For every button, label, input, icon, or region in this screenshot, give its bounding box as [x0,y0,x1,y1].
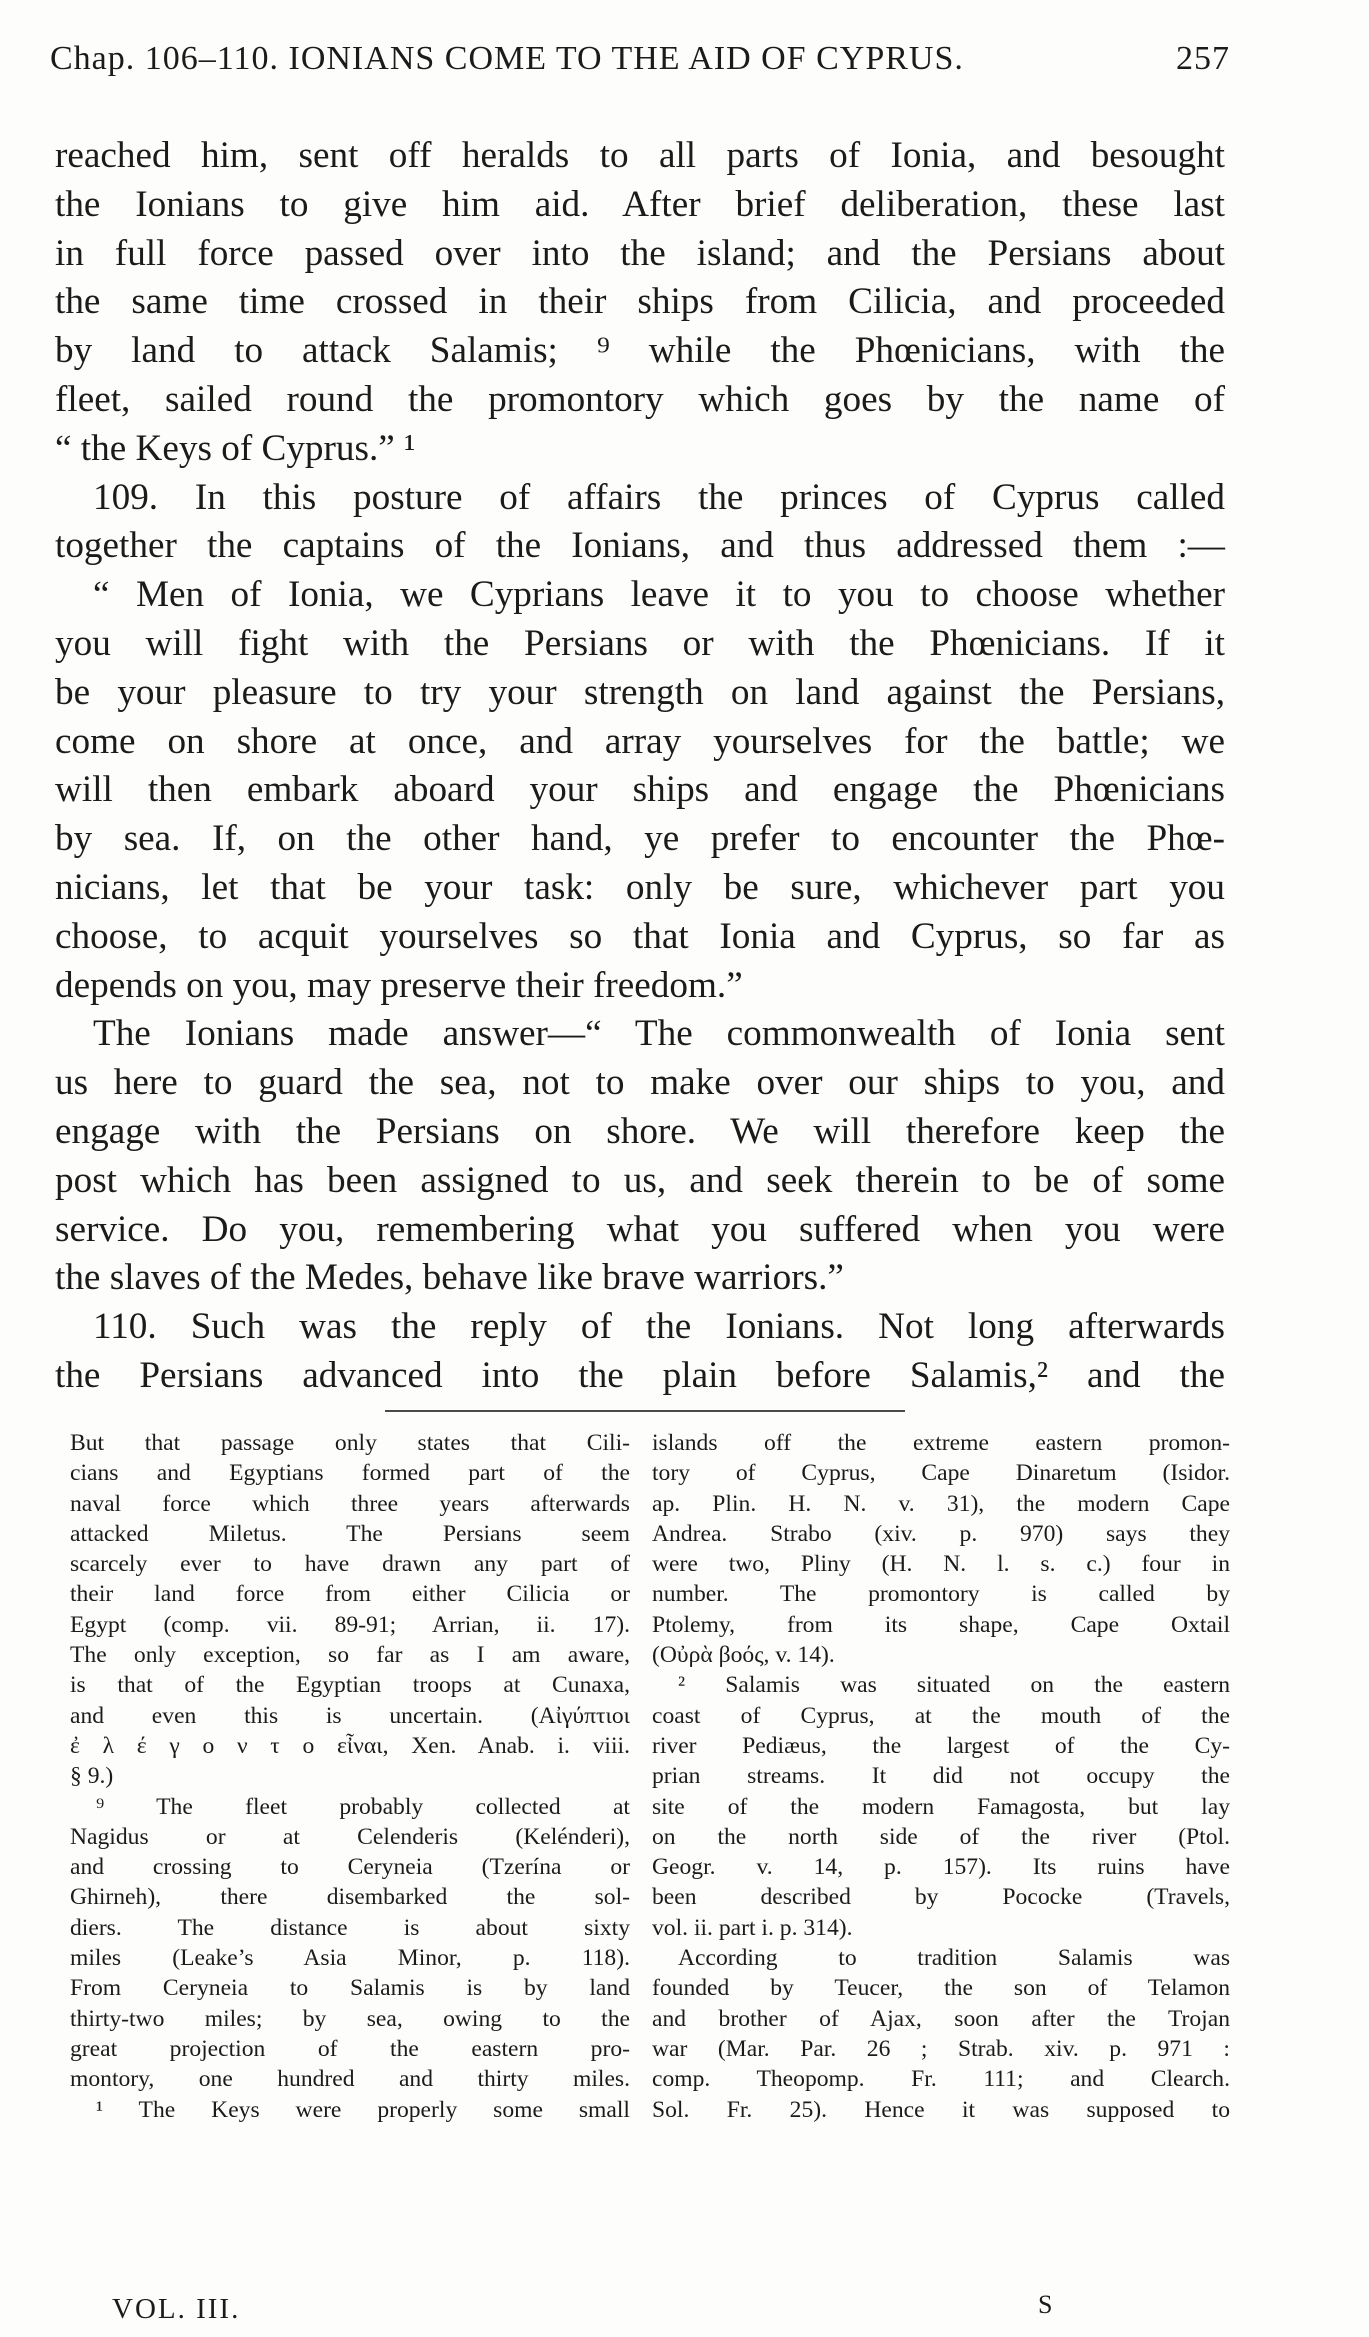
footnote-line: cians and Egyptians formed part of the [70,1460,630,1487]
text-line: the Ionians to give him aid. After brief deliberation, these last [55,183,1225,225]
footnote-line: and even this is uncertain. (Αἰγύπτιοι [70,1702,630,1729]
text-line: “ the Keys of Cyprus.” ¹ [55,427,416,469]
text-line: engage with the Persians on shore. We will therefore keep the [55,1110,1225,1152]
footnote-line: Ghirneh), there disembarked the sol- [70,1884,630,1911]
footnote-line: were two, Pliny (H. N. l. s. c.) four in [652,1551,1230,1578]
text-line: nicians, let that be your task: only be sure, whichever part you [55,866,1225,908]
footnote-9-start: ⁹ The fleet probably collected at [96,1793,630,1820]
footnote-line: scarcely ever to have drawn any part of [70,1551,630,1578]
page-header [50,40,1230,96]
main-text [55,132,1225,1401]
footnote-line: been described by Pococke (Travels, [652,1884,1230,1911]
footnote-line: Egypt (comp. vii. 89-91; Arrian, ii. 17). [70,1611,630,1638]
signature-mark: S [1038,2290,1053,2319]
footnote-line: and crossing to Ceryneia (Tzerína or [70,1854,630,1881]
footnote-2-start: ² Salamis was situated on the eastern [678,1672,1230,1699]
footnote-line: founded by Teucer, the son of Telamon [652,1975,1230,2002]
text-line: come on shore at once, and array yourselves for the battle; we [55,720,1225,762]
page-number: 257 [1176,40,1230,77]
footnote-line: river Pediæus, the largest of the Cy- [652,1732,1230,1759]
footnote-line: But that passage only states that Cili- [70,1430,630,1456]
footnote-line: is that of the Egyptian troops at Cunaxa, [70,1672,630,1699]
footnote-line: site of the modern Famagosta, but lay [652,1793,1230,1820]
text-line: by land to attack Salamis; ⁹ while the Phœnicians, with the [55,330,1225,372]
running-head: Chap. 106–110. IONIANS COME TO THE AID OF CYPRUS. [50,40,964,77]
footnote-line: Ptolemy, from its shape, Cape Oxtail [652,1611,1230,1638]
footnote-line: The only exception, so far as I am aware, [70,1642,630,1669]
footnote-line: Andrea. Strabo (xiv. p. 970) says they [652,1520,1230,1547]
footnote-line: ἐ λ έ γ ο ν τ ο εἶναι, Xen. Anab. i. viii. [70,1732,630,1759]
footnote-line: prian streams. It did not occupy the [652,1763,1230,1790]
footnote-line: From Ceryneia to Salamis is by land [70,1975,630,2002]
text-line: service. Do you, remembering what you suffered when you were [55,1208,1225,1250]
text-line: post which has been assigned to us, and seek therein to be of some [55,1159,1225,1201]
footnote-line: comp. Theopomp. Fr. 111; and Clearch. [652,2066,1230,2093]
text-line: by sea. If, on the other hand, ye prefer to encounter the Phœ- [55,818,1225,860]
footnotes-left-column [70,1428,630,2125]
text-line: will then embark aboard your ships and engage the Phœnicians [55,769,1225,811]
section-110-start: 110. Such was the reply of the Ionians. Not long afterwards [93,1306,1225,1348]
footnote-line: attacked Miletus. The Persians seem [70,1520,630,1547]
footnotes-right-column [652,1428,1230,2125]
text-line: you will fight with the Persians or with the Phœnicians. If it [55,622,1225,664]
footnote-line: number. The promontory is called by [652,1581,1230,1608]
footnote-line: ap. Plin. H. N. v. 31), the modern Cape [652,1490,1230,1517]
footnote-line: war (Mar. Par. 26 ; Strab. xiv. p. 971 : [652,2035,1230,2062]
text-line: choose, to acquit yourselves so that Ionia and Cyprus, so far as [55,915,1225,957]
footnote-line: coast of Cyprus, at the mouth of the [652,1702,1230,1729]
footnote-line: § 9.) [70,1763,114,1790]
footnote-line: islands off the extreme eastern promon- [652,1430,1230,1456]
footnote-line: miles (Leake’s Asia Minor, p. 118). [70,1945,630,1972]
text-line: depends on you, may preserve their freedom.” [55,964,743,1006]
text-line: us here to guard the sea, not to make over our ships to you, and [55,1062,1225,1104]
text-line: together the captains of the Ionians, and thus addressed them :— [55,525,1225,567]
footnote-line: Sol. Fr. 25). Hence it was supposed to [652,2096,1230,2123]
footnote-line: and brother of Ajax, soon after the Trojan [652,2005,1230,2032]
footnote-line: diers. The distance is about sixty [70,1914,630,1941]
footnote-line: great projection of the eastern pro- [70,2035,630,2062]
text-line: “ Men of Ionia, we Cyprians leave it to you to choose whether [93,574,1225,616]
text-line: The Ionians made answer—“ The commonwealth of Ionia sent [93,1013,1225,1055]
footnote-line: thirty-two miles; by sea, owing to the [70,2005,630,2032]
text-line: fleet, sailed round the promontory which goes by the name of [55,378,1225,420]
footnote-divider [385,1410,905,1412]
footnote-line: tory of Cyprus, Cape Dinaretum (Isidor. [652,1460,1230,1487]
text-line: the Persians advanced into the plain before Salamis,² and the [55,1354,1225,1396]
text-line: reached him, sent off heralds to all parts of Ionia, and besought [55,135,1225,176]
section-109-start: 109. In this posture of affairs the princes of Cyprus called [93,476,1225,518]
footnote-line: Nagidus or at Celenderis (Kelénderi), [70,1823,630,1850]
text-line: in full force passed over into the island; and the Persians about [55,232,1225,274]
footnote-line: montory, one hundred and thirty miles. [70,2066,630,2093]
footnote-line: naval force which three years afterwards [70,1490,630,1517]
volume-label: VOL. III. [112,2293,241,2325]
footnote-line: their land force from either Cilicia or [70,1581,630,1608]
footnote-1-start: ¹ The Keys were properly some small [96,2096,630,2123]
text-line: be your pleasure to try your strength on land against the Persians, [55,671,1225,713]
footnote-line: (Οὐρὰ βοός, v. 14). [652,1642,835,1669]
text-line: the slaves of the Medes, behave like brave warriors.” [55,1257,844,1299]
text-line: the same time crossed in their ships from Cilicia, and proceeded [55,281,1225,323]
footnote-line: vol. ii. part i. p. 314). [652,1914,853,1941]
footnote-line: Geogr. v. 14, p. 157). Its ruins have [652,1854,1230,1881]
footnote-line: According to tradition Salamis was [678,1945,1230,1972]
footnote-line: on the north side of the river (Ptol. [652,1823,1230,1850]
